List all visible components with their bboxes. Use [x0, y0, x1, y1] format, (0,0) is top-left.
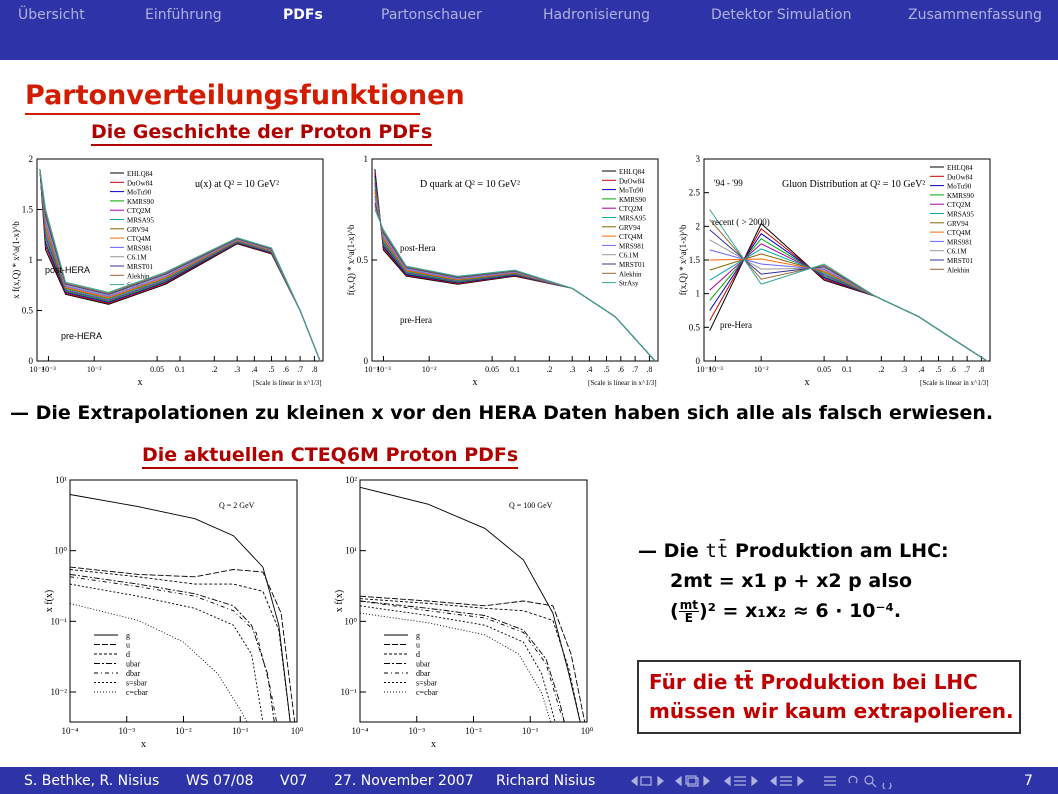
y-tick-label: 10¹ [55, 475, 67, 485]
legend-entry: dbar [416, 669, 431, 678]
x-axis-label: x [472, 377, 478, 387]
annotation-post-hera: post-HERA [45, 265, 91, 275]
x-tick-label: .4 [586, 365, 593, 374]
u-quark-history-plot [5, 155, 335, 387]
conclusion-line-1: Für die tt̄ Produktion bei LHC [649, 670, 978, 694]
legend-entry: c=cbar [126, 688, 148, 697]
legend-entry: StrAsy [127, 281, 147, 290]
nav-item-hadronisierung[interactable]: Hadronisierung [543, 7, 650, 23]
nav-item-uebersicht[interactable]: Übersicht [18, 7, 85, 23]
x-tick-label: .3 [234, 365, 241, 374]
legend-entry: MRST01 [127, 263, 154, 271]
x-tick-label: .3 [901, 365, 908, 374]
pdf-curve [375, 210, 655, 362]
y-tick-label: 1.5 [688, 255, 700, 265]
legend-entry: d [126, 650, 130, 659]
x-tick-label: 10⁻³ [408, 726, 425, 736]
fraction-numerator: mt [679, 598, 698, 612]
legend-entry: Alekhin [619, 270, 642, 279]
top-navigation [0, 0, 1058, 60]
pdf-curve [375, 196, 655, 361]
prev-frame-arrow-icon [632, 777, 637, 785]
nav-item-einfuehrung[interactable]: Einführung [145, 7, 222, 23]
legend-entry: MRSA95 [947, 210, 974, 219]
frame-icon [641, 777, 651, 785]
forward-icon [883, 783, 891, 789]
y-tick-label: 1 [28, 255, 33, 265]
legend-entry: DuOw84 [127, 179, 153, 188]
x-tick-label: 10⁻² [421, 365, 437, 374]
x-tick-label: 0.1 [175, 365, 185, 374]
y-tick-label: 1 [695, 288, 700, 299]
cteq6m-q2-plot [40, 472, 320, 752]
x-tick-label: .4 [251, 365, 258, 374]
y-axis-label: x f(x) [334, 589, 345, 613]
plot-title: Q = 100 GeV [509, 501, 553, 510]
pdf-curve [70, 603, 247, 722]
x-tick-label: 0.05 [485, 365, 500, 374]
plot-title: u(x) at Q² = 10 GeV² [195, 179, 280, 190]
prev-section-arrow-icon [725, 777, 730, 785]
appendix-icon [824, 777, 836, 785]
y-tick-label: 10⁻¹ [340, 687, 357, 697]
legend-entry: g [126, 631, 130, 640]
legend-entry: CTQ4M [127, 235, 151, 244]
pdf-curve [360, 599, 580, 722]
pdf-curve [710, 247, 987, 361]
section-icon [734, 777, 746, 785]
footer-semester: WS 07/08 [186, 773, 254, 789]
x-tick-label: .7 [964, 365, 971, 374]
pdf-curve [360, 601, 564, 722]
legend-entry: ubar [416, 659, 431, 669]
legend-entry: CTQ4M [947, 229, 971, 238]
pdf-curve [710, 220, 987, 361]
x-tick-label: .8 [311, 365, 318, 374]
prev-subsection-arrow-icon [676, 777, 681, 785]
legend-entry: C6.1M [947, 247, 967, 256]
pdf-curve [70, 577, 277, 722]
title-underline [25, 113, 420, 115]
x-tick-label: .2 [878, 365, 885, 374]
legend-entry: MRST01 [947, 257, 974, 265]
pdf-curve [375, 173, 655, 362]
footer-date: 27. November 2007 [334, 773, 474, 789]
legend-entry: KMRS90 [619, 195, 646, 204]
scale-footnote: [Scale is linear in x^1/3] [920, 379, 989, 387]
x-axis-label: x [431, 739, 436, 750]
x-tick-label: 10⁻⁴ [351, 726, 369, 736]
back-icon [849, 776, 857, 783]
legend-entry: GRV94 [947, 219, 969, 228]
x-tick-label: 10⁰ [290, 726, 304, 736]
y-axis-label: f(x,Q) * x^a(1-x)^b [346, 224, 356, 296]
x-tick-label: .5 [268, 365, 275, 374]
legend-entry: EHLQ84 [127, 170, 153, 178]
legend-entry: g [416, 631, 420, 640]
x-tick-label: .6 [282, 365, 289, 374]
legend-entry: MoTu90 [127, 188, 152, 197]
x-tick-label: .6 [949, 365, 956, 374]
pdf-curve [375, 169, 655, 361]
x-tick-label: 10⁻³ [376, 365, 391, 374]
equation-2-rest: )² = x₁x₂ ≈ 6 · 10⁻⁴. [698, 600, 902, 622]
legend-entry: GRV94 [127, 225, 149, 234]
cteq-subtitle: Die aktuellen CTEQ6M Proton PDFs [142, 444, 518, 469]
pdf-curve [360, 601, 564, 722]
plot-title: Q = 2 GeV [219, 501, 255, 510]
y-tick-label: 0 [363, 356, 368, 366]
x-tick-label: 10⁻⁴ [61, 726, 79, 736]
pdf-curve [375, 206, 655, 361]
equation-1: 2mt = x1 p + x2 p also [670, 570, 913, 592]
pdf-curve [710, 259, 987, 361]
legend-entry: u [416, 640, 420, 650]
tt-production-point [638, 536, 949, 626]
plot-frame [360, 480, 587, 722]
x-tick-label: 10⁻⁴ [364, 365, 380, 374]
y-tick-label: 0.5 [356, 255, 368, 265]
history-subtitle: Die Geschichte der Proton PDFs [91, 121, 432, 146]
y-tick-label: 0.5 [21, 305, 33, 316]
legend-entry: CTQ4M [619, 233, 643, 242]
nav-item-partonschauer[interactable]: Partonschauer [381, 7, 482, 23]
y-tick-label: 10⁻² [50, 687, 67, 697]
legend-entry: DuOw84 [619, 177, 645, 186]
y-axis-label: x f(x,Q) * x^a(1-x)^b [11, 221, 21, 299]
extrapolation-statement: — Die Extrapolationen zu kleinen x vor den HERA Daten haben sich alle als falsch erwiesen. [10, 402, 994, 424]
x-tick-label: 10⁻² [175, 726, 192, 736]
legend-entry: MRS981 [127, 244, 153, 253]
x-tick-label: .4 [918, 365, 925, 374]
x-tick-label: 10⁻² [753, 365, 769, 374]
legend-entry: KMRS90 [947, 191, 974, 200]
page-number: 7 [1024, 773, 1033, 789]
x-tick-label: 10⁰ [580, 726, 594, 736]
legend-entry: KMRS90 [127, 197, 154, 206]
nav-item-detektor-simulation[interactable]: Detektor Simulation [711, 7, 852, 23]
pdf-curve [710, 224, 987, 361]
gluon-history-plot [672, 155, 1002, 387]
document-icon [780, 777, 792, 785]
x-tick-label: .2 [546, 365, 553, 374]
x-axis-label: x [804, 377, 810, 387]
pdf-curve [710, 230, 987, 361]
x-tick-label: .8 [978, 365, 985, 374]
y-tick-label: 2 [28, 155, 33, 164]
x-tick-label: .5 [935, 365, 942, 374]
annotation-pre-hera: pre-Hera [720, 320, 752, 330]
y-tick-label: 10⁻¹ [50, 616, 67, 627]
legend-entry: MRS981 [947, 238, 973, 247]
x-tick-label: 10⁻² [465, 726, 482, 736]
legend-entry: dbar [126, 669, 141, 678]
tt-suffix: Produktion am LHC: [734, 540, 949, 562]
tt-prefix: — Die [638, 540, 699, 562]
legend-entry: u [126, 640, 130, 650]
x-tick-label: 10⁻² [86, 365, 102, 374]
legend-entry: C6.1M [127, 253, 147, 262]
legend-entry: CTQ2M [947, 201, 971, 210]
page-title: Partonverteilungsfunktionen [25, 80, 465, 111]
legend-entry: MRSA95 [127, 216, 154, 225]
nav-item-pdfs[interactable]: PDFs [283, 7, 323, 23]
legend-entry: d [416, 650, 420, 659]
legend-entry: EHLQ84 [947, 164, 973, 172]
legend-entry: MRSA95 [619, 214, 646, 223]
scale-footnote: [Scale is linear in x^1/3] [588, 379, 657, 387]
y-tick-label: 10¹ [345, 545, 357, 556]
x-tick-label: 10⁻³ [708, 365, 723, 374]
plot-title: Gluon Distribution at Q² = 10 GeV² [782, 179, 926, 190]
x-tick-label: 0.05 [150, 365, 165, 374]
pdf-curve [360, 596, 585, 722]
footer-bar [0, 767, 1058, 794]
x-tick-label: 0.1 [510, 365, 520, 374]
beamer-navigation-controls[interactable] [628, 773, 1008, 789]
x-axis-label: x [137, 377, 143, 387]
x-tick-label: .7 [632, 365, 639, 374]
x-axis-label: x [141, 739, 146, 750]
legend-entry: EHLQ84 [619, 168, 645, 176]
annotation-94-99: '94 - '99 [714, 178, 743, 188]
pdf-curve [710, 240, 987, 361]
y-tick-label: 0 [28, 356, 33, 366]
y-tick-label: 1.5 [21, 204, 33, 215]
legend-entry: s=sbar [416, 678, 437, 688]
x-tick-label: 10⁻³ [41, 365, 56, 374]
y-tick-label: 2.5 [688, 187, 700, 198]
fraction-denominator: E [684, 611, 693, 625]
y-tick-label: 0.5 [688, 322, 700, 333]
legend-entry: CTQ2M [127, 207, 151, 216]
annotation-recent: recent ( > 2000) [712, 217, 770, 227]
pdf-curve [70, 570, 290, 723]
scale-footnote: [Scale is linear in x^1/3] [253, 379, 322, 387]
y-tick-label: 2 [695, 221, 700, 232]
conclusion-box [637, 660, 1021, 734]
x-tick-label: 10⁻⁴ [696, 365, 712, 374]
legend-entry: Alekhin [127, 272, 150, 281]
annotation-post-hera: post-Hera [400, 243, 436, 253]
legend-entry: MRS981 [619, 242, 645, 251]
cteq6m-q100-plot [330, 472, 610, 752]
footer-presenter: Richard Nisius [496, 773, 596, 789]
x-tick-label: 10⁻³ [118, 726, 135, 736]
x-tick-label: 10⁻¹ [232, 726, 249, 736]
legend-entry: GRV94 [619, 223, 641, 232]
d-quark-history-plot [340, 155, 670, 387]
y-tick-label: 1 [363, 155, 368, 164]
y-tick-label: 3 [695, 155, 700, 164]
x-tick-label: 0.1 [842, 365, 852, 374]
nav-item-zusammenfassung[interactable]: Zusammenfassung [908, 7, 1042, 23]
annotation-pre-hera: pre-HERA [61, 331, 103, 341]
y-axis-label: x f(x) [44, 589, 55, 613]
footer-authors: S. Bethke, R. Nisius [24, 773, 160, 789]
x-tick-label: 0.05 [817, 365, 832, 374]
annotation-pre-hera: pre-Hera [400, 315, 432, 325]
y-tick-label: 10² [345, 475, 357, 485]
legend-entry: C6.1M [619, 251, 639, 260]
x-tick-label: .2 [211, 365, 218, 374]
tt-symbol: tt̄ [705, 540, 729, 562]
x-tick-label: .7 [297, 365, 304, 374]
footer-lecture: V07 [280, 773, 308, 789]
x-tick-label: .8 [646, 365, 653, 374]
legend-entry: DuOw84 [947, 173, 973, 182]
y-tick-label: 10⁰ [54, 545, 67, 556]
legend-entry: c=cbar [416, 688, 438, 697]
plot-title: D quark at Q² = 10 GeV² [420, 179, 520, 190]
equation-2: ( $\frac{mt}{E}$ )² = x₁x₂ ≈ 6 · 10⁻⁴. [670, 598, 902, 625]
legend-entry: s=sbar [126, 678, 147, 688]
legend-entry: MoTu90 [619, 186, 644, 195]
pdf-curve [375, 199, 655, 361]
y-tick-label: 10⁰ [344, 616, 357, 627]
legend-entry: ubar [126, 659, 141, 669]
x-tick-label: 10⁻¹ [522, 726, 539, 736]
x-tick-label: 10⁻⁴ [29, 365, 45, 374]
y-axis-label: f(x,Q) * x^a(1-x)^b [678, 224, 688, 296]
y-tick-label: 0 [695, 356, 700, 366]
legend-entry: CTQ2M [619, 205, 643, 214]
search-icon [865, 776, 873, 784]
next-frame-arrow-icon [658, 777, 663, 785]
legend-entry: MoTu90 [947, 182, 972, 191]
x-tick-label: .3 [569, 365, 576, 374]
conclusion-line-2: müssen wir kaum extrapolieren. [649, 699, 1014, 723]
x-tick-label: .6 [617, 365, 624, 374]
legend-entry: StrAsy [619, 279, 639, 288]
legend-entry: MRST01 [619, 261, 646, 269]
x-tick-label: .5 [603, 365, 610, 374]
pdf-curve [70, 584, 263, 722]
legend-entry: Alekhin [947, 266, 970, 275]
pdf-curve [70, 574, 274, 722]
